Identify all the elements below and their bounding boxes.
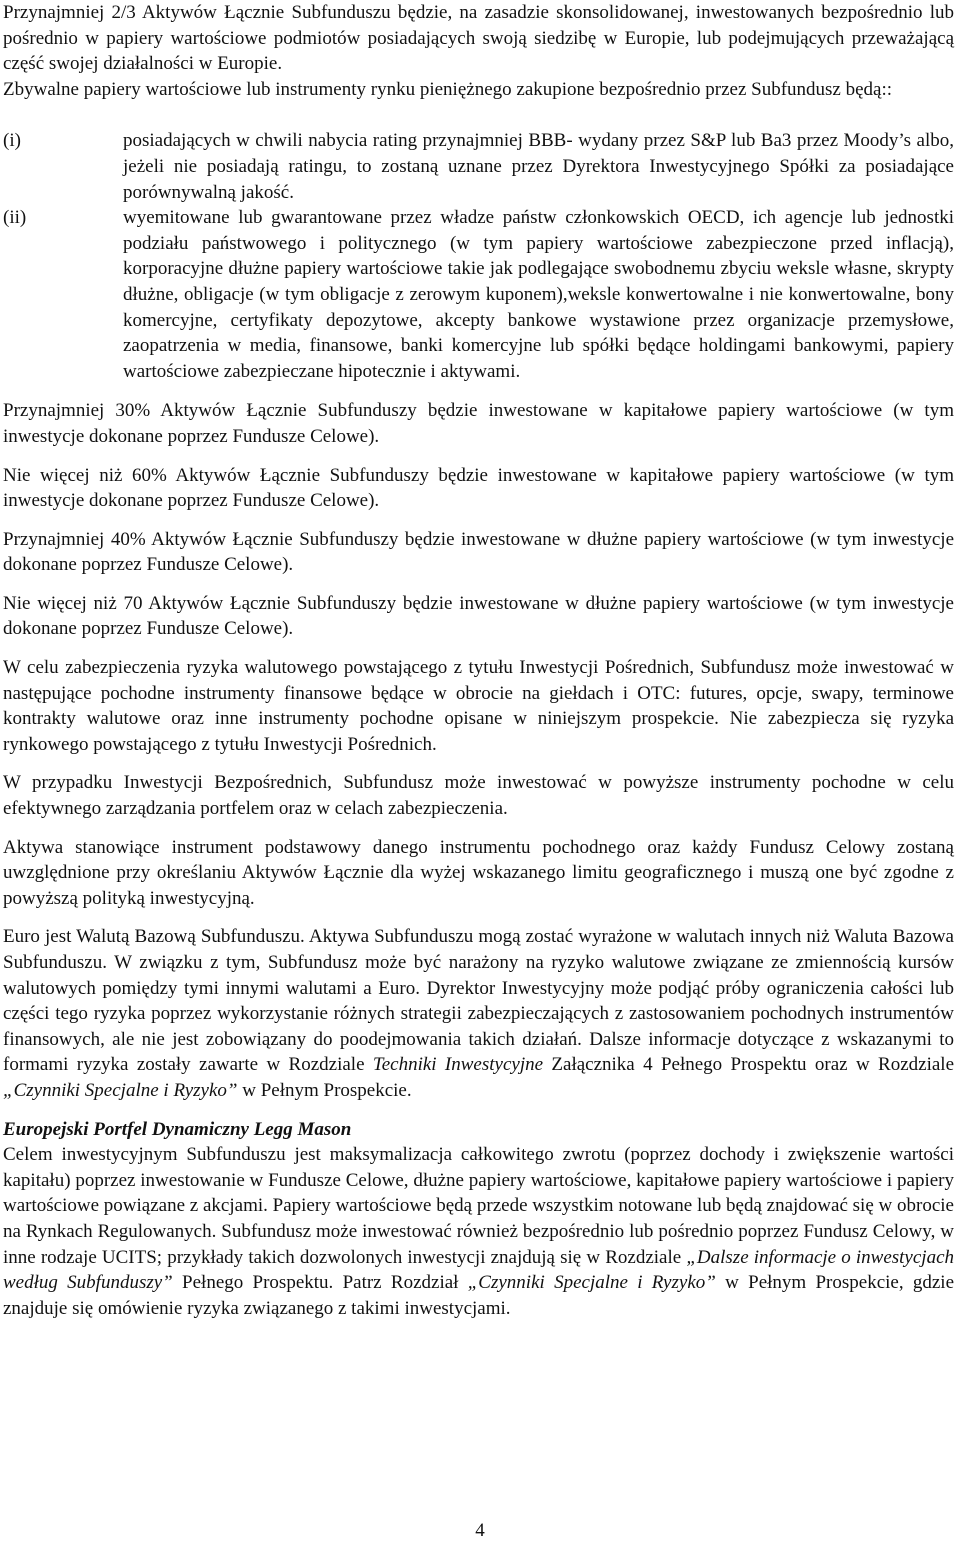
criteria-list (3, 128, 954, 384)
text-run: Celem inwestycyjnym Subfunduszu jest maksymalizacja całkowitego zwrotu (poprzez dochody i zwiększenie wartości kapitału) poprzez inwestowanie w Fundusze Celowe, dłużne papiery wartościowe, kapitałowe papiery wartościowe i papiery wartościowe powiązane z akcjami. Papiery wartościowe będą przede wszystkim notowane lub będą znajdować się w obrocie na Rynkach Regulowanych. Subfundusz może inwestować również bezpośrednio lub pośrednio poprzez Fundusz Celowy, w inne rodzaje UCITS; przykłady takich dozwolonych inwestycji znajdują się w Rozdziale (3, 1144, 954, 1268)
italic-reference: „Czynniki Specjalne i Ryzyko” (3, 1079, 238, 1101)
list-item (3, 128, 954, 205)
paragraph-currency-hedging: W celu zabezpieczenia ryzyka walutowego powstającego z tytułu Inwestycji Pośrednich, Subfundusz może inwestować w następujące pochodne instrumenty finansowe będące w obrocie na giełdach i OTC: futures, opcje, swapy, terminowe kontrakty walutowe oraz inne instrumenty pochodne opisane w niniejszym prospekcie. Nie zabezpiecza się ryzyka rynkowego powstającego z tytułu Inwestycji Pośrednich. (3, 657, 954, 755)
list-item-text: wyemitowane lub gwarantowane przez władze państw członkowskich OECD, ich agencje lub jednostki podziału państwowego i politycznego (w tym papiery wartościowe zabezpieczone przed inflacją), korporacyjne dłużne papiery wartościowe takie jak podlegające swobodnemu zbyciu weksle własne, skrypty dłużne, obligacje (w tym obligacje z zerowym kuponem),weksle konwertowalne i nie konwertowalne, bony komercyjne, certyfikaty depozytowe, akcepty bankowe wystawione przez organizacje przemysłowe, zaopatrzenia w media, finansowe, banki komercyjne lub spółki będące holdingami bankowymi, papiery wartościowe zabezpieczane hipotecznie i aktywami. (123, 207, 954, 382)
paragraph-equity-minimum: Przynajmniej 30% Aktywów Łącznie Subfunduszy będzie inwestowane w kapitałowe papiery wartościowe (w tym inwestycje dokonane poprzez Fundusze Celowe). (3, 400, 954, 447)
list-item (3, 205, 954, 384)
paragraph-equity-maximum: Nie więcej niż 60% Aktywów Łącznie Subfunduszy będzie inwestowane w kapitałowe papiery wartościowe (w tym inwestycje dokonane poprzez Fundusze Celowe). (3, 464, 954, 512)
list-item-text: posiadających w chwili nabycia rating przynajmniej BBB- wydany przez S&P lub Ba3 przez Moody’s albo, jeżeli nie posiadają ratingu, to zostaną uznane przez Dyrektora Inwestycyjnego Spółki za posiadające porównywalną jakość. (123, 130, 954, 203)
paragraph-underlying-assets: Aktywa stanowiące instrument podstawowy danego instrumentu pochodnego oraz każdy Fundusz Celowy zostaną uwzględnione przy określaniu Aktywów Łącznie dla wyżej wskazanego limitu geograficznego i muszą one być zgodne z powyższą polityką inwestycyjną. (3, 836, 954, 909)
document-page (3, 0, 954, 1321)
page-number: 4 (475, 1520, 485, 1541)
text-run: Załącznika 4 Pełnego Prospektu oraz w Rozdziale (543, 1054, 955, 1076)
text-run: Pełnego Prospektu. Patrz Rozdział (172, 1272, 468, 1294)
text-run: w Pełnym Prospekcie. (237, 1079, 412, 1101)
italic-reference: „Czynniki Specjalne i Ryzyko” (467, 1272, 716, 1294)
italic-reference: „Dalsze informacje o inwestycjach według Subfunduszy” (3, 1246, 955, 1294)
paragraph-europe-allocation: Przynajmniej 2/3 Aktywów Łącznie Subfunduszu będzie, na zasadzie skonsolidowanej, inwestowanych bezpośrednio lub pośrednio w papiery wartościowe podmiotów posiadających swoją siedzibę w Europie, lub podejmujących przeważającą część swojej działalności w Europie. (3, 2, 954, 75)
italic-reference: Techniki Inwestycyjne (372, 1054, 544, 1076)
paragraph-base-currency (3, 924, 954, 1103)
text-run: Euro jest Walutą Bazową Subfunduszu. Aktywa Subfunduszu mogą zostać wyrażone w walutach innych niż Waluta Bazowa Subfunduszu. W związku z tym, Subfundusz może być narażony na ryzyko walutowe związane ze zmiennością kursów walutowych pomiędzy tymi innymi walutami a Euro. Dyrektor Inwestycyjny może podjąć próby ograniczenia całości lub części tego ryzyka poprzez wykorzystanie różnych strategii zabezpieczających z zastosowaniem pochodnych instrumentów finansowych, ale nie jest zobowiązany do poodejmowania takich działań. Dalsze informacje dotyczące z wskazanymi to formami ryzyka zostały zawarte w Rozdziale (3, 926, 954, 1076)
paragraph-direct-investments: W przypadku Inwestycji Bezpośrednich, Subfundusz może inwestować w powyższe instrumenty pochodne w celu efektywnego zarządzania portfelem oraz w celach zabezpieczenia. (3, 772, 954, 820)
section-heading: Europejski Portfel Dynamiczny Legg Mason (3, 1118, 352, 1140)
list-marker: (i) (3, 130, 21, 152)
paragraph-transferable-securities: Zbywalne papiery wartościowe lub instrumenty rynku pieniężnego zakupione bezpośrednio przez Subfundusz będą:: (3, 78, 893, 100)
list-marker: (ii) (3, 207, 27, 229)
paragraph-debt-minimum: Przynajmniej 40% Aktywów Łącznie Subfunduszy będzie inwestowane w dłużne papiery wartościowe (w tym inwestycje dokonane poprzez Fundusze Celowe). (3, 528, 954, 576)
paragraph-investment-objective (3, 1142, 954, 1321)
text-run: w Pełnym Prospekcie, gdzie znajduje się omówienie ryzyka związanego z takimi inwestycjami. (3, 1272, 955, 1319)
paragraph-debt-maximum: Nie więcej niż 70 Aktywów Łącznie Subfunduszy będzie inwestowane w dłużne papiery wartościowe (w tym inwestycje dokonane poprzez Fundusze Celowe). (3, 592, 954, 640)
